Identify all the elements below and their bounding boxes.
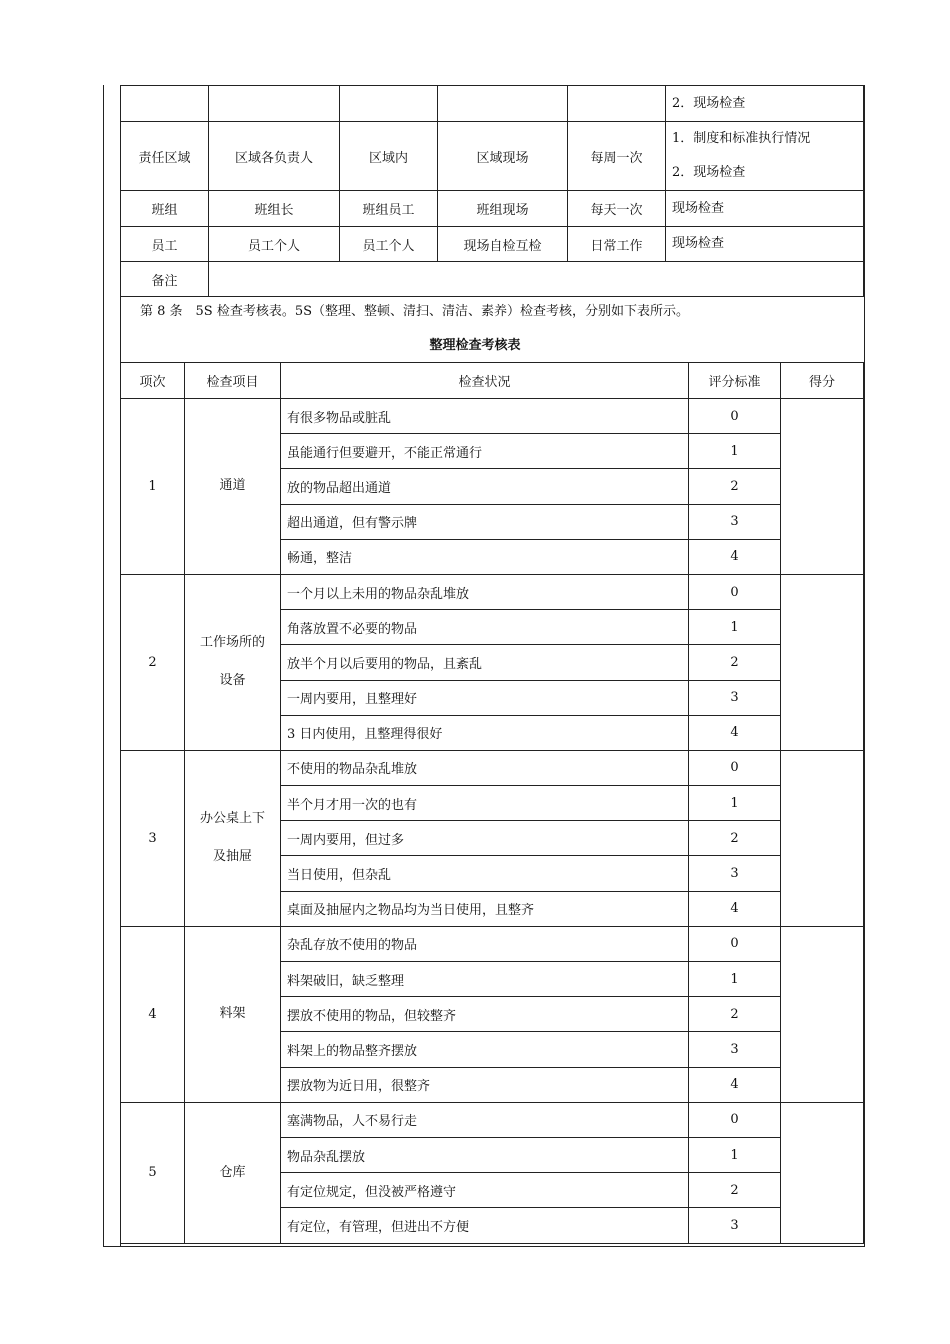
inspection-table	[120, 362, 864, 1244]
status-cell: 有定位，有管理，但进出不方便	[281, 1208, 689, 1243]
article-note: 第 8 条 5S 检查考核表。5S（整理、整顿、清扫、清洁、素养）检查考核，分别如下表所示。	[140, 304, 690, 319]
responsibility-cell: 班组长	[209, 191, 340, 227]
header-item: 检查项目	[185, 363, 281, 399]
table-row	[121, 399, 864, 434]
status-cell: 放半个月以后要用的物品，且紊乱	[281, 645, 689, 680]
responsibility-row	[121, 227, 864, 262]
status-cell: 物品杂乱摆放	[281, 1137, 689, 1172]
status-cell: 当日使用，但杂乱	[281, 856, 689, 891]
status-cell: 不使用的物品杂乱堆放	[281, 750, 689, 785]
header-row	[121, 363, 864, 399]
status-cell: 虽能通行但要避开，不能正常通行	[281, 434, 689, 469]
score-standard-cell: 1	[689, 962, 781, 997]
responsibility-cell	[121, 86, 209, 122]
responsibility-cell	[438, 86, 568, 122]
status-cell: 一个月以上未用的物品杂乱堆放	[281, 574, 689, 609]
score-input-cell	[781, 1102, 864, 1243]
item-number: 3	[121, 750, 185, 926]
score-standard-cell: 3	[689, 856, 781, 891]
status-cell: 有定位规定，但没被严格遵守	[281, 1173, 689, 1208]
responsibility-cell: 员工个人	[340, 227, 438, 262]
table-row	[121, 574, 864, 609]
score-standard-cell: 1	[689, 434, 781, 469]
status-cell: 半个月才用一次的也有	[281, 786, 689, 821]
status-cell: 摆放不使用的物品，但较整齐	[281, 997, 689, 1032]
score-standard-cell: 2	[689, 469, 781, 504]
responsibility-cell: 区域内	[340, 122, 438, 191]
score-standard-cell: 0	[689, 926, 781, 961]
responsibility-cell	[340, 86, 438, 122]
score-input-cell	[781, 750, 864, 926]
header-status: 检查状况	[281, 363, 689, 399]
score-standard-cell: 1	[689, 786, 781, 821]
score-standard-cell: 3	[689, 504, 781, 539]
status-cell: 角落放置不必要的物品	[281, 610, 689, 645]
inspection-item-line: 设备	[219, 673, 246, 689]
responsibility-cell: 班组	[121, 191, 209, 227]
inspection-item	[185, 1102, 281, 1243]
header-score: 得分	[781, 363, 864, 399]
responsibility-cell: 日常工作	[568, 227, 666, 262]
responsibility-cell	[209, 86, 340, 122]
score-input-cell	[781, 926, 864, 1102]
score-standard-cell: 4	[689, 1067, 781, 1102]
score-standard-cell: 3	[689, 680, 781, 715]
status-cell: 料架上的物品整齐摆放	[281, 1032, 689, 1067]
inspection-item-line: 仓库	[219, 1164, 246, 1180]
status-cell: 桌面及抽屉内之物品均为当日使用，且整齐	[281, 891, 689, 926]
status-cell: 一周内要用，但过多	[281, 821, 689, 856]
status-cell: 放的物品超出通道	[281, 469, 689, 504]
item-number: 1	[121, 399, 185, 575]
score-standard-cell: 2	[689, 997, 781, 1032]
responsibility-cell: 班组员工	[340, 191, 438, 227]
item-number: 4	[121, 926, 185, 1102]
responsibility-cell: 班组现场	[438, 191, 568, 227]
score-standard-cell: 0	[689, 750, 781, 785]
status-cell: 有很多物品或脏乱	[281, 399, 689, 434]
inspection-item-line: 通道	[219, 478, 246, 494]
inspection-item-line: 料架	[219, 1006, 246, 1022]
score-standard-cell: 4	[689, 891, 781, 926]
check-method-cell	[666, 191, 864, 227]
remark-row	[121, 262, 864, 297]
table-row	[121, 926, 864, 961]
check-method-line: 2．现场检查	[672, 95, 746, 111]
responsibility-cell	[568, 86, 666, 122]
responsibility-cell: 每天一次	[568, 191, 666, 227]
responsibility-row	[121, 86, 864, 122]
table-title: 整理检查考核表	[429, 338, 521, 353]
table-row	[121, 750, 864, 785]
status-cell: 超出通道，但有警示牌	[281, 504, 689, 539]
responsibility-cell: 员工个人	[209, 227, 340, 262]
header-standard: 评分标准	[689, 363, 781, 399]
responsibility-row	[121, 191, 864, 227]
score-standard-cell: 2	[689, 645, 781, 680]
score-standard-cell: 0	[689, 399, 781, 434]
score-standard-cell: 0	[689, 1102, 781, 1137]
score-standard-cell: 0	[689, 574, 781, 609]
responsibility-cell: 每周一次	[568, 122, 666, 191]
status-cell: 塞满物品，人不易行走	[281, 1102, 689, 1137]
check-method-cell	[666, 227, 864, 262]
responsibility-cell: 现场自检互检	[438, 227, 568, 262]
status-cell: 料架破旧，缺乏整理	[281, 962, 689, 997]
check-method-cell	[666, 86, 864, 122]
header-no: 项次	[121, 363, 185, 399]
status-cell: 一周内要用，且整理好	[281, 680, 689, 715]
table-row	[121, 1102, 864, 1137]
status-cell: 3 日内使用，且整理得很好	[281, 715, 689, 750]
responsibility-row	[121, 122, 864, 191]
score-standard-cell: 2	[689, 821, 781, 856]
responsibility-cell: 责任区域	[121, 122, 209, 191]
score-standard-cell: 2	[689, 1173, 781, 1208]
score-standard-cell: 3	[689, 1208, 781, 1243]
check-method-line: 1．制度和标准执行情况	[672, 131, 811, 146]
score-standard-cell: 3	[689, 1032, 781, 1067]
check-method-line: 现场检查	[672, 236, 725, 251]
remark-label: 备注	[121, 262, 209, 297]
inspection-item-line: 办公桌上下	[199, 811, 265, 827]
score-input-cell	[781, 399, 864, 575]
inspection-item-line: 及抽屉	[212, 849, 252, 865]
responsibility-cell: 区域各负责人	[209, 122, 340, 191]
score-input-cell	[781, 574, 864, 750]
responsibility-cell: 员工	[121, 227, 209, 262]
check-method-cell	[666, 122, 864, 191]
score-standard-cell: 1	[689, 610, 781, 645]
inspection-item	[185, 574, 281, 750]
inspection-item	[185, 399, 281, 575]
check-method-line: 2．现场检查	[672, 165, 746, 180]
responsibility-table	[120, 85, 864, 297]
inspection-item	[185, 926, 281, 1102]
item-number: 2	[121, 574, 185, 750]
status-cell: 畅通，整洁	[281, 539, 689, 574]
inspection-item	[185, 750, 281, 926]
status-cell: 杂乱存放不使用的物品	[281, 926, 689, 961]
check-method-line: 现场检查	[672, 200, 725, 216]
remark-value	[209, 262, 864, 297]
item-number: 5	[121, 1102, 185, 1243]
inspection-item-line: 工作场所的	[199, 635, 265, 651]
score-standard-cell: 4	[689, 539, 781, 574]
score-standard-cell: 1	[689, 1137, 781, 1172]
status-cell: 摆放物为近日用，很整齐	[281, 1067, 689, 1102]
responsibility-cell: 区域现场	[438, 122, 568, 191]
score-standard-cell: 4	[689, 715, 781, 750]
